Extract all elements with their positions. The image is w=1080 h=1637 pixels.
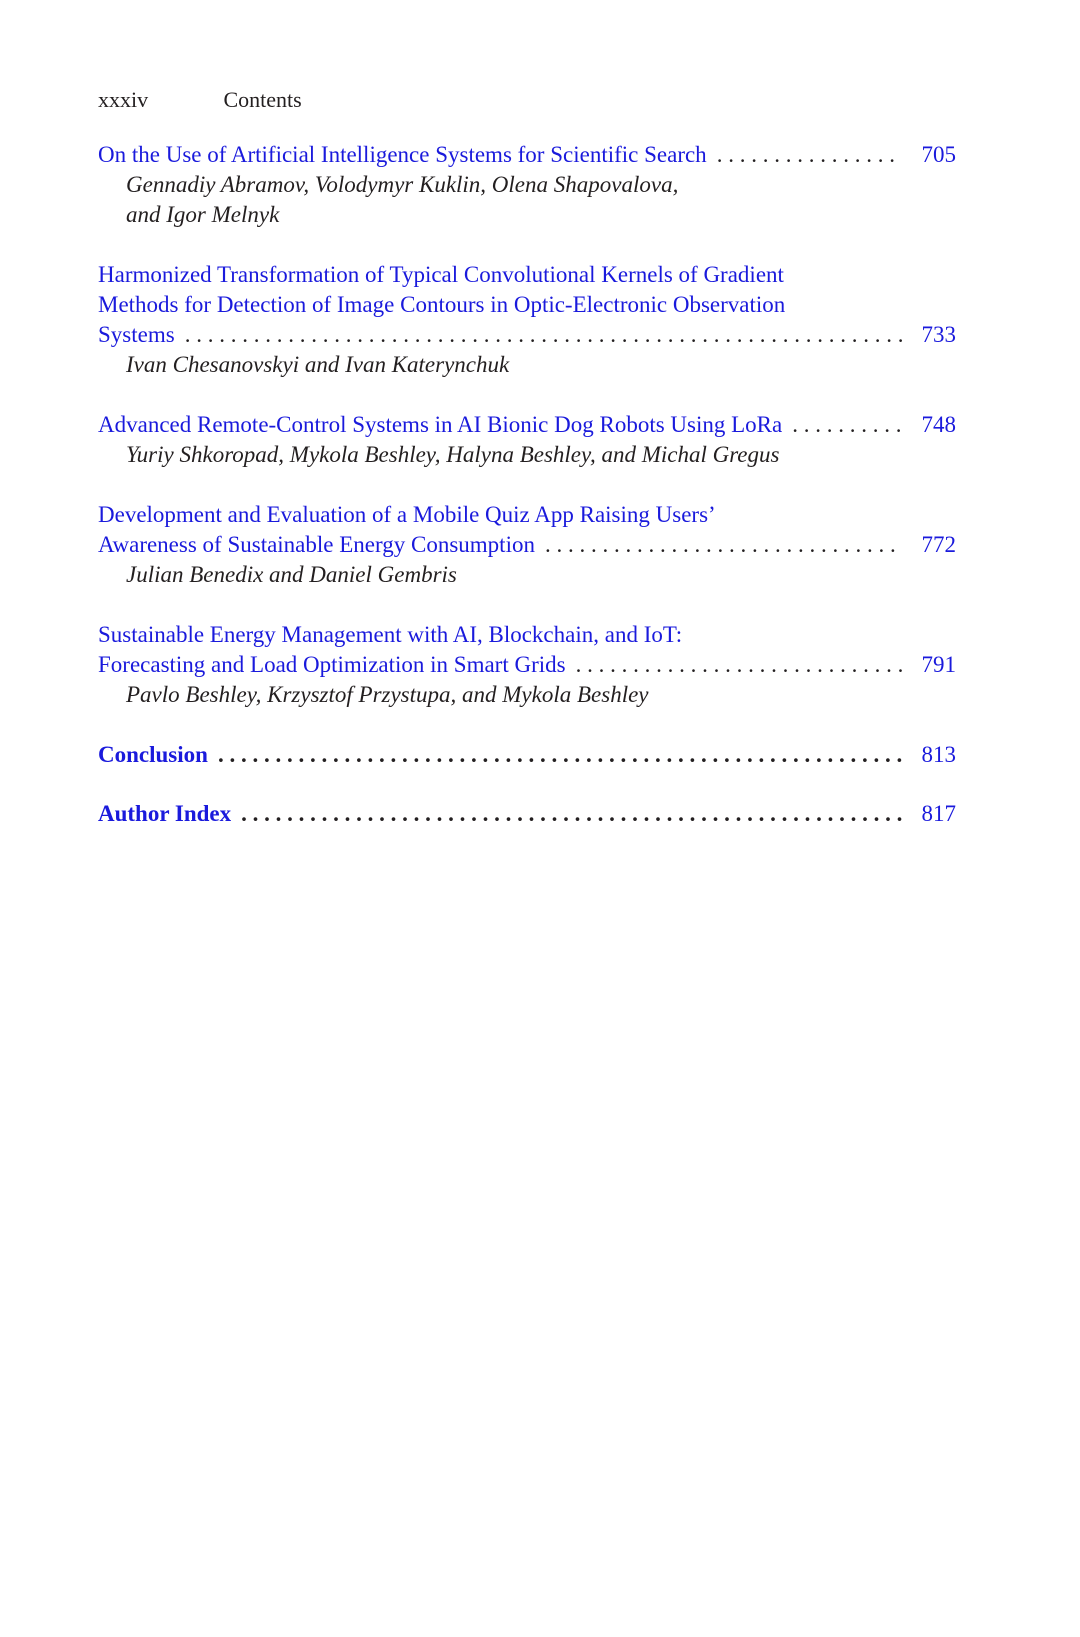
toc-entry-title-line[interactable] <box>98 410 956 440</box>
page-folio: xxxiv <box>98 87 149 112</box>
toc-entry-title[interactable]: Methods for Detection of Image Contours in Optic-Electronic Observation <box>98 292 786 317</box>
toc-entry <box>98 410 956 470</box>
toc-entry-title-line[interactable] <box>98 320 956 350</box>
dot-leader <box>241 799 902 829</box>
dot-leader <box>576 650 902 680</box>
toc-entry-title-line[interactable] <box>98 140 956 170</box>
toc-entry-title-line[interactable] <box>98 650 956 680</box>
running-title: Contents <box>223 87 302 112</box>
toc-entry-page[interactable]: 791 <box>921 652 956 677</box>
toc-entry-title[interactable]: Harmonized Transformation of Typical Convolutional Kernels of Gradient <box>98 262 784 287</box>
toc-entry-title-line[interactable] <box>98 260 956 290</box>
table-of-contents <box>98 140 956 858</box>
toc-entry-title-line[interactable] <box>98 620 956 650</box>
toc-entry-title[interactable]: Forecasting and Load Optimization in Smart Grids <box>98 652 566 677</box>
toc-backmatter-page[interactable]: 813 <box>921 742 956 767</box>
dot-leader <box>185 320 902 350</box>
dot-leader <box>218 740 902 770</box>
toc-entry <box>98 140 956 230</box>
toc-entry <box>98 620 956 710</box>
toc-entry-authors: Gennadiy Abramov, Volodymyr Kuklin, Olena Shapovalova, <box>126 172 679 197</box>
toc-author-index[interactable] <box>98 799 956 829</box>
toc-entry-authors: Ivan Chesanovskyi and Ivan Katerynchuk <box>126 352 510 377</box>
toc-entry-authors: Yuriy Shkoropad, Mykola Beshley, Halyna Beshley, and Michal Gregus <box>126 442 780 467</box>
toc-backmatter-title[interactable]: Author Index <box>98 801 232 826</box>
dot-leader <box>717 140 902 170</box>
toc-entry-title-line[interactable] <box>98 500 956 530</box>
toc-entry-page[interactable]: 772 <box>921 532 956 557</box>
toc-entry-page[interactable]: 733 <box>921 322 956 347</box>
dot-leader <box>545 530 902 560</box>
toc-entry-title[interactable]: Sustainable Energy Management with AI, Blockchain, and IoT: <box>98 622 683 647</box>
toc-entry-title[interactable]: Systems <box>98 322 175 347</box>
backmatter <box>98 740 956 829</box>
toc-entry-title[interactable]: Advanced Remote-Control Systems in AI Bionic Dog Robots Using LoRa <box>98 412 783 437</box>
toc-entry-authors: and Igor Melnyk <box>126 202 280 227</box>
toc-conclusion[interactable] <box>98 740 956 770</box>
toc-entry-title[interactable]: On the Use of Artificial Intelligence Systems for Scientific Search <box>98 142 707 167</box>
dot-leader <box>792 410 902 440</box>
toc-entry-authors: Julian Benedix and Daniel Gembris <box>126 562 457 587</box>
toc-entry-title[interactable]: Development and Evaluation of a Mobile Quiz App Raising Users’ <box>98 502 716 527</box>
toc-entry-title[interactable]: Awareness of Sustainable Energy Consumption <box>98 532 535 557</box>
toc-entry-page[interactable]: 748 <box>921 412 956 437</box>
toc-entry-authors: Pavlo Beshley, Krzysztof Przystupa, and Mykola Beshley <box>126 682 649 707</box>
toc-backmatter-title[interactable]: Conclusion <box>98 742 208 767</box>
toc-backmatter-page[interactable]: 817 <box>921 801 956 826</box>
toc-entry <box>98 260 956 380</box>
toc-entry-title-line[interactable] <box>98 530 956 560</box>
running-head <box>98 86 302 114</box>
toc-entry <box>98 500 956 590</box>
toc-entry-title-line[interactable] <box>98 290 956 320</box>
toc-entry-page[interactable]: 705 <box>921 142 956 167</box>
